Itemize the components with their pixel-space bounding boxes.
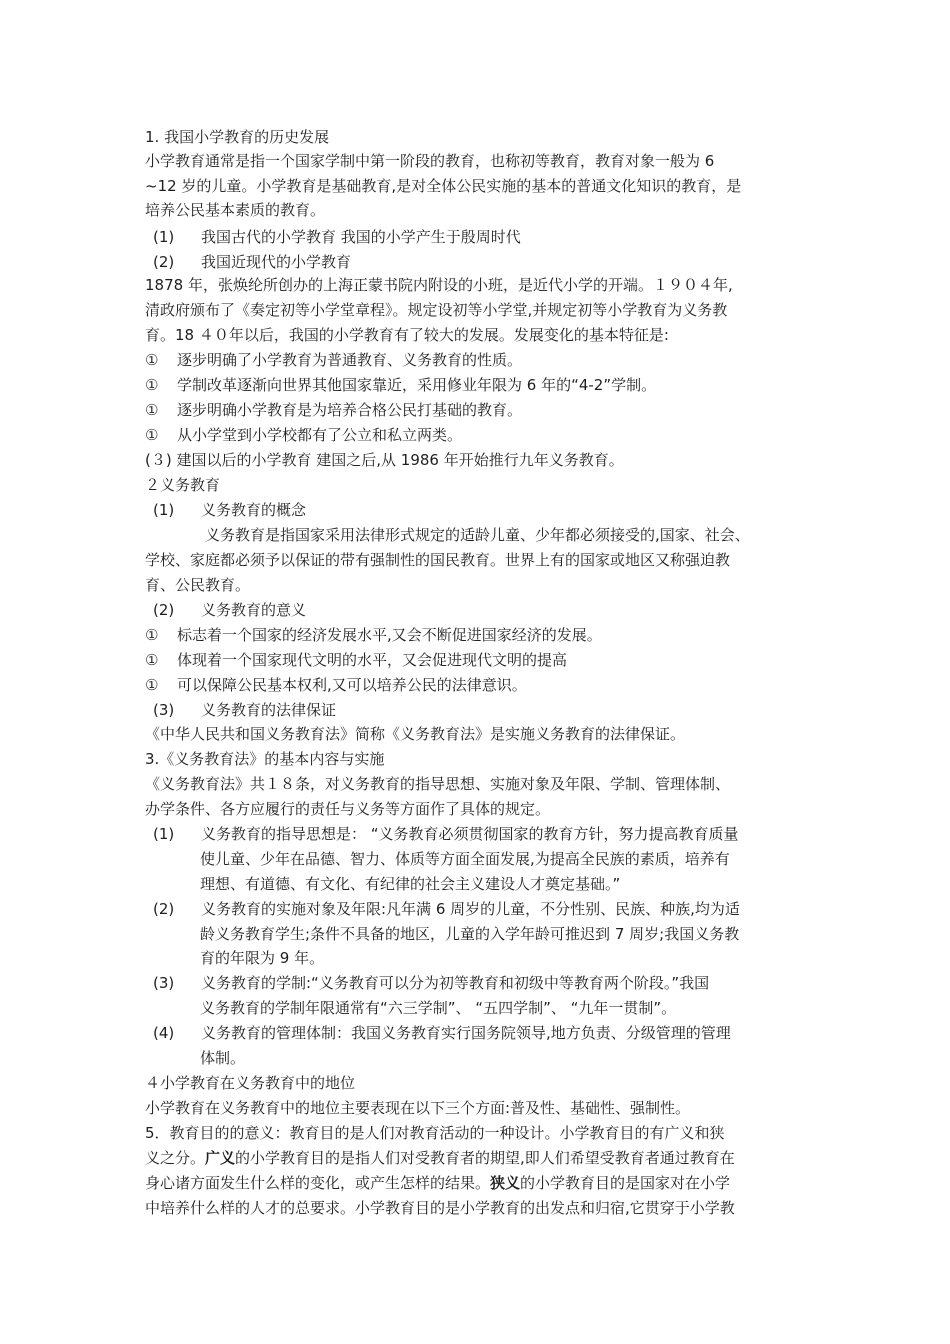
- numbered-item: [153, 698, 336, 722]
- paragraph-line: 理想、有道德、有文化、有纪律的社会主义建设人才奠定基础。”: [200, 875, 621, 893]
- bullet-icon: ①: [145, 426, 159, 444]
- item-text: 义务教育的指导思想是： “义务教育必须贯彻国家的教育方针，努力提高教育质量: [201, 825, 739, 843]
- bullet-icon: ①: [145, 401, 159, 419]
- bullet-icon: ①: [145, 676, 159, 694]
- item-text: 义务教育的管理体制：我国义务教育实行国务院领导,地方负责、分级管理的管理: [201, 1024, 731, 1042]
- item-text: 义务教育的实施对象及年限:凡年满 6 周岁的儿童，不分性别、民族、种族,均为适: [201, 900, 740, 918]
- bold-term-broad: 广义: [205, 1149, 236, 1167]
- paragraph-line: (３) 建国以后的小学教育 建国之后,从 1986 年开始推行九年义务教育。: [145, 451, 624, 469]
- item-number: (2): [153, 253, 175, 271]
- bullet-text: 逐步明确小学教育是为培养合格公民打基础的教育。: [177, 401, 523, 419]
- item-number: (2): [153, 900, 175, 918]
- bullet-item: [145, 373, 656, 397]
- text-run: 义之分。: [145, 1149, 206, 1167]
- paragraph-line: 育、公民教育。: [145, 576, 251, 594]
- paragraph-line: 学校、家庭都必须予以保证的带有强制性的国民教育。世界上有的国家或地区又称强迫教: [145, 551, 731, 569]
- item-text: 义务教育的意义: [201, 601, 307, 619]
- numbered-item: [153, 1021, 731, 1045]
- bullet-icon: ①: [145, 376, 159, 394]
- paragraph-line: 《义务教育法》共１８条，对义务教育的指导思想、实施对象及年限、学制、管理体制、: [145, 775, 731, 793]
- bullet-icon: ①: [145, 351, 159, 369]
- numbered-item: [153, 225, 521, 249]
- item-number: (1): [153, 228, 175, 246]
- paragraph-line: 中培养什么样的人才的总要求。小学教育目的是小学教育的出发点和归宿,它贯穿于小学教: [145, 1199, 735, 1217]
- text-run: 的小学教育目的是国家对在小学: [520, 1174, 731, 1192]
- item-number: (1): [153, 501, 175, 519]
- bullet-text: 逐步明确了小学教育为普通教育、义务教育的性质。: [177, 351, 523, 369]
- bullet-text: 可以保障公民基本权利,又可以培养公民的法律意识。: [177, 676, 527, 694]
- paragraph-line: 清政府颁布了《奏定初等小学堂章程》。规定设初等小学堂,并规定初等小学教育为义务教: [145, 301, 728, 319]
- item-text: 义务教育的学制:“义务教育可以分为初等教育和初级中等教育两个阶段。”我国: [201, 974, 710, 992]
- section-heading: ２义务教育: [145, 476, 221, 494]
- text-run: 身心诸方面发生什么样的变化，或产生怎样的结果。: [145, 1174, 491, 1192]
- bullet-text: 学制改革逐渐向世界其他国家靠近，采用修业年限为 6 年的“4-2”学制。: [177, 376, 657, 394]
- item-text: 义务教育的法律保证: [201, 701, 337, 719]
- heading-text: 1. 我国小学教育的历史发展: [145, 128, 330, 146]
- item-number: (4): [153, 1024, 175, 1042]
- paragraph-line: 龄义务教育学生;条件不具备的地区，儿童的入学年龄可推迟到 7 周岁;我国义务教: [200, 925, 740, 943]
- paragraph-line: 办学条件、各方应履行的责任与义务等方面作了具体的规定。: [145, 800, 551, 818]
- item-number: (3): [153, 701, 175, 719]
- paragraph-line: 义务教育是指国家采用法律形式规定的适龄儿童、少年都必须接受的,国家、社会、: [205, 526, 750, 544]
- numbered-item: [153, 971, 709, 995]
- bullet-text: 标志着一个国家的经济发展水平,又会不断促进国家经济的发展。: [177, 626, 602, 644]
- section-heading: ４小学教育在义务教育中的地位: [145, 1074, 356, 1092]
- paragraph-line: [145, 1171, 730, 1195]
- text-run: 的小学教育目的是指人们对受教育者的期望,即人们希望受教育者通过教育在: [235, 1149, 735, 1167]
- paragraph-line: 体制。: [200, 1049, 246, 1067]
- numbered-item: [153, 822, 739, 846]
- bullet-icon: ①: [145, 626, 159, 644]
- bullet-item: [145, 673, 527, 697]
- item-number: (1): [153, 825, 175, 843]
- item-number: (2): [153, 601, 175, 619]
- bullet-text: 从小学堂到小学校都有了公立和私立两类。: [177, 426, 463, 444]
- paragraph-line: 育。18 ４０年以后，我国的小学教育有了较大的发展。发展变化的基本特征是:: [145, 326, 669, 344]
- bold-term-narrow: 狭义: [490, 1174, 521, 1192]
- paragraph-line: 1878 年，张焕纶所创办的上海正蒙书院内附设的小班，是近代小学的开端。１９０４年,: [145, 276, 733, 294]
- bullet-item: [145, 648, 567, 672]
- paragraph-line: 小学教育在义务教育中的地位主要表现在以下三个方面:普及性、基础性、强制性。: [145, 1099, 691, 1117]
- bullet-icon: ①: [145, 651, 159, 669]
- paragraph-line: 培养公民基本素质的教育。: [145, 201, 326, 219]
- bullet-text: 体现着一个国家现代文明的水平，又会促进现代文明的提高: [177, 651, 568, 669]
- item-text: 我国古代的小学教育 我国的小学产生于殷周时代: [201, 228, 521, 246]
- paragraph-line: 育的年限为 9 年。: [200, 949, 325, 967]
- bullet-item: [145, 623, 602, 647]
- section-heading: 3.《义务教育法》的基本内容与实施: [145, 750, 385, 768]
- numbered-item: [153, 598, 306, 622]
- paragraph-line: ~12 岁的儿童。小学教育是基础教育,是对全体公民实施的基本的普通文化知识的教育，是: [145, 177, 742, 195]
- paragraph-line: 义务教育的学制年限通常有“六三学制”、 “五四学制”、 “九年一贯制”。: [200, 999, 677, 1017]
- section-heading: [145, 125, 329, 149]
- paragraph-line: 5．教育目的的意义：教育目的是人们对教育活动的一种设计。小学教育目的有广义和狭: [145, 1124, 725, 1142]
- item-text: 义务教育的概念: [201, 501, 307, 519]
- paragraph-line: 使儿童、少年在品德、智力、体质等方面全面发展,为提高全民族的素质，培养有: [200, 850, 730, 868]
- bullet-item: [145, 348, 522, 372]
- paragraph-line: 小学教育通常是指一个国家学制中第一阶段的教育，也称初等教育，教育对象一般为 6: [145, 152, 715, 170]
- item-text: 我国近现代的小学教育: [201, 253, 352, 271]
- bullet-item: [145, 423, 462, 447]
- bullet-item: [145, 398, 522, 422]
- numbered-item: [153, 498, 306, 522]
- item-number: (3): [153, 974, 175, 992]
- numbered-item: [153, 897, 740, 921]
- numbered-item: [153, 250, 351, 274]
- paragraph-line: 《中华人民共和国义务教育法》简称《义务教育法》是实施义务教育的法律保证。: [145, 725, 686, 743]
- paragraph-line: [145, 1146, 735, 1170]
